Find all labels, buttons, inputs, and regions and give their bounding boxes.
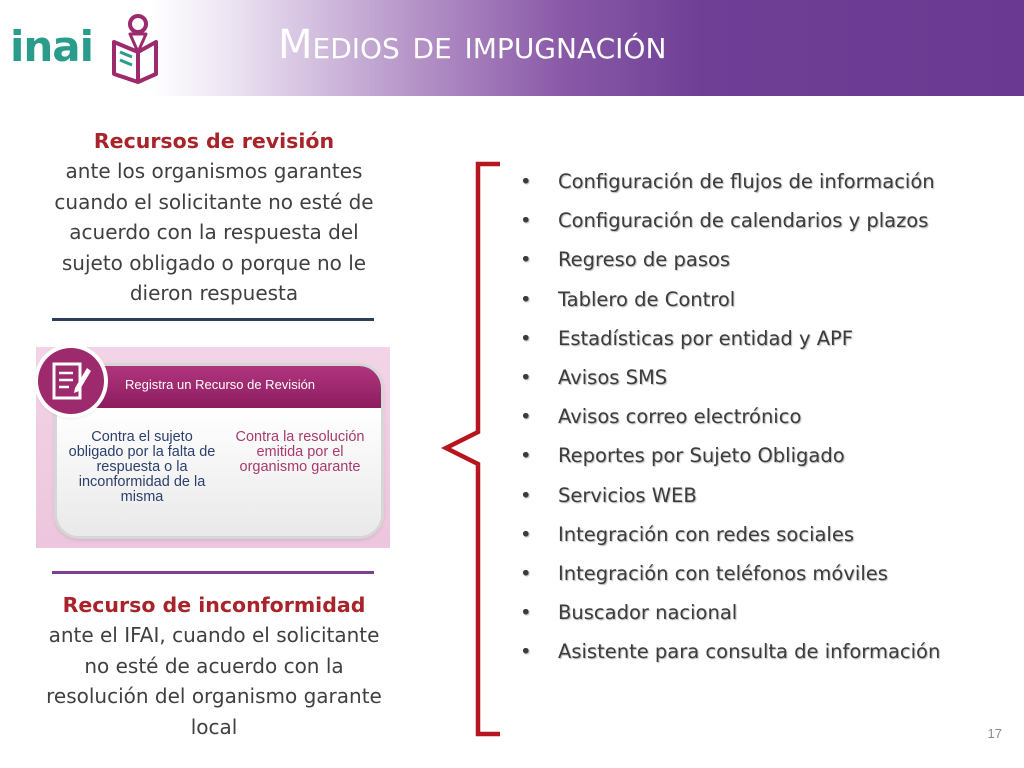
list-item: • Estadísticas por entidad y APF bbox=[520, 324, 960, 354]
slide-title: Medios de impugnación bbox=[278, 22, 667, 68]
option-organismo-garante: Contra la resolución emitida por el organismo garante bbox=[235, 429, 365, 475]
block-description: ante los organismos garantes cuando el solicitante no esté de acuerdo con la respuesta del sujeto obligado o porque no le dieron respuesta bbox=[54, 159, 374, 305]
inai-logo bbox=[10, 10, 160, 90]
recurso-card bbox=[57, 366, 381, 536]
bullet-icon: • bbox=[520, 601, 532, 625]
bullet-icon: • bbox=[520, 287, 532, 311]
recursos-revision-block bbox=[36, 126, 392, 309]
block-title: Recursos de revisión bbox=[93, 129, 335, 153]
recurso-inconformidad-block bbox=[36, 590, 392, 742]
bullet-icon: • bbox=[520, 444, 532, 468]
bullet-icon: • bbox=[520, 405, 532, 429]
bullet-icon: • bbox=[520, 483, 532, 507]
bullet-icon: • bbox=[520, 522, 532, 546]
bullet-icon: • bbox=[520, 326, 532, 350]
list-item: • Servicios WEB bbox=[520, 481, 960, 511]
list-item: • Avisos correo electrónico bbox=[520, 402, 960, 432]
card-body bbox=[57, 408, 381, 536]
left-brace-icon bbox=[440, 160, 504, 738]
list-item: • Reportes por Sujeto Obligado bbox=[520, 441, 960, 471]
bullet-icon: • bbox=[520, 640, 532, 664]
page-number: 17 bbox=[987, 726, 1002, 741]
list-item: • Integración con redes sociales bbox=[520, 520, 960, 550]
slide-header bbox=[0, 0, 1024, 96]
list-item: • Buscador nacional bbox=[520, 598, 960, 628]
bullet-icon: • bbox=[520, 561, 532, 585]
divider-line bbox=[52, 571, 374, 574]
list-item: • Regreso de pasos bbox=[520, 245, 960, 275]
bullet-icon: • bbox=[520, 248, 532, 272]
features-list bbox=[520, 167, 960, 676]
bullet-icon: • bbox=[520, 209, 532, 233]
logo-text: inai bbox=[10, 22, 94, 71]
block-title: Recurso de inconformidad bbox=[62, 593, 366, 617]
list-item: • Asistente para consulta de información bbox=[520, 637, 960, 667]
document-badge bbox=[38, 348, 104, 414]
document-edit-icon bbox=[51, 360, 91, 402]
list-item: • Avisos SMS bbox=[520, 363, 960, 393]
bullet-icon: • bbox=[520, 170, 532, 193]
bullet-icon: • bbox=[520, 365, 532, 389]
list-item: • Configuración de calendarios y plazos bbox=[520, 206, 960, 236]
card-header-label: Registra un Recurso de Revisión bbox=[125, 377, 316, 392]
card-header bbox=[57, 366, 381, 408]
list-item: • Tablero de Control bbox=[520, 285, 960, 315]
list-item: • Configuración de flujos de información bbox=[520, 167, 960, 197]
list-item: • Integración con teléfonos móviles bbox=[520, 559, 960, 589]
block-description: ante el IFAI, cuando el solicitante no esté de acuerdo con la resolución del organismo garante local bbox=[46, 623, 382, 739]
person-book-icon bbox=[108, 12, 160, 84]
option-sujeto-obligado: Contra el sujeto obligado por la falta de respuesta o la inconformidad de la misma bbox=[68, 429, 216, 505]
divider-line bbox=[52, 318, 374, 321]
recurso-screenshot bbox=[36, 347, 390, 548]
